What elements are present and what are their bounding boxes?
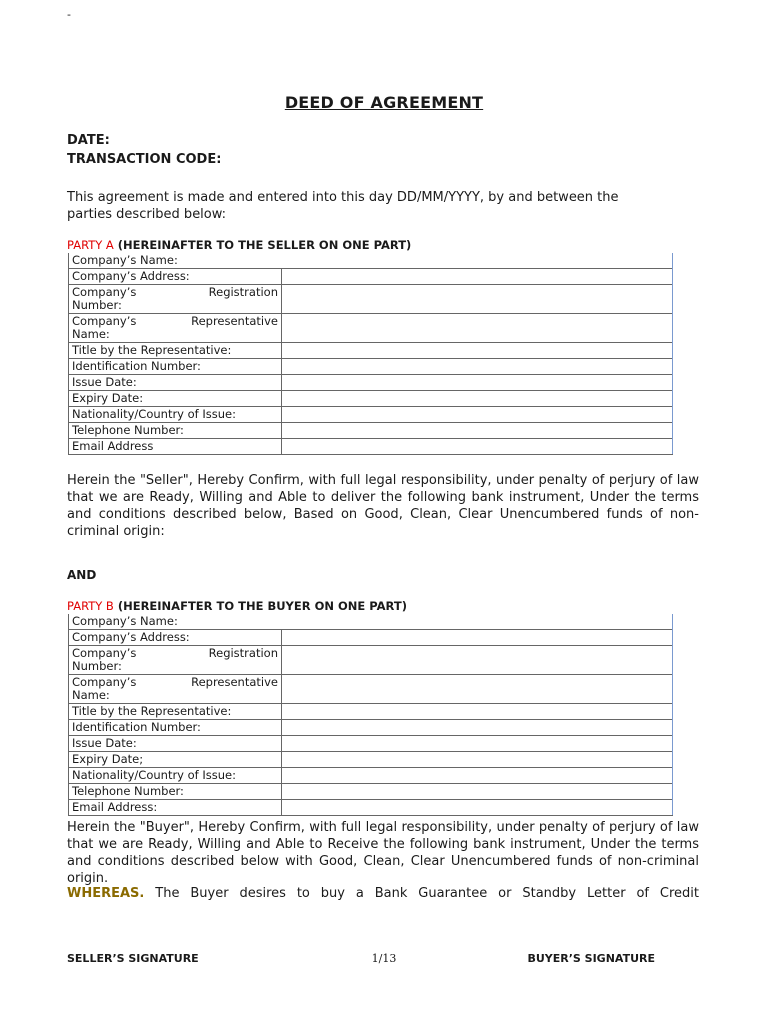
party-a-registration-label-2: Registration — [208, 285, 278, 299]
page-number: 1/13 — [371, 952, 397, 965]
party-a-expiry-label: Expiry Date: — [69, 391, 282, 407]
and-label: AND — [67, 568, 97, 582]
party-b-email-value[interactable] — [282, 800, 673, 816]
party-b-heading-text: (HEREINAFTER TO THE BUYER ON ONE PART) — [113, 599, 407, 613]
party-b-nationality-value[interactable] — [282, 768, 673, 784]
party-b-registration-label-2: Registration — [208, 646, 278, 660]
party-b-expiry-value[interactable] — [282, 752, 673, 768]
intro-paragraph: This agreement is made and entered into this day DD/MM/YYYY, by and between the parties described below: — [67, 190, 619, 222]
party-a-phone-value[interactable] — [282, 423, 673, 439]
party-b-registration-value[interactable] — [282, 646, 673, 675]
party-b-expiry-label: Expiry Date; — [69, 752, 282, 768]
party-a-email-label: Email Address — [69, 439, 282, 455]
party-b-registration-label — [69, 646, 282, 675]
party-b-issue-value[interactable] — [282, 736, 673, 752]
party-a-id-label: Identification Number: — [69, 359, 282, 375]
party-a-issue-label: Issue Date: — [69, 375, 282, 391]
party-b-representative-label-2: Representative — [191, 675, 278, 689]
party-b-title-value[interactable] — [282, 704, 673, 720]
party-b-registration-label-3: Number: — [72, 659, 122, 673]
party-b-email-label: Email Address: — [69, 800, 282, 816]
party-b-issue-label: Issue Date: — [69, 736, 282, 752]
buyer-confirmation-paragraph: Herein the "Buyer", Hereby Confirm, with full legal responsibility, under penalty of perjury of law that we are Ready, Willing and Able to Receive the following bank instrument, Under the terms and conditions described below with Good, Clean, Clear Unencumbered funds of non-criminal origin. — [67, 820, 699, 886]
party-a-representative-label-3: Name: — [72, 327, 110, 341]
party-a-registration-label-1: Company’s — [72, 285, 137, 299]
party-a-registration-value[interactable] — [282, 285, 673, 314]
party-a-nationality-label: Nationality/Country of Issue: — [69, 407, 282, 423]
party-a-representative-label-2: Representative — [191, 314, 278, 328]
party-a-name-label: Company’s Name: — [69, 253, 282, 269]
party-a-representative-label-1: Company’s — [72, 314, 137, 328]
party-b-phone-label: Telephone Number: — [69, 784, 282, 800]
party-b-heading — [67, 599, 407, 613]
party-a-title-label: Title by the Representative: — [69, 343, 282, 359]
party-b-registration-label-1: Company’s — [72, 646, 137, 660]
party-a-nationality-value[interactable] — [282, 407, 673, 423]
party-a-email-value[interactable] — [282, 439, 673, 455]
date-label: DATE: — [67, 133, 110, 148]
party-b-id-value[interactable] — [282, 720, 673, 736]
party-b-address-label: Company’s Address: — [69, 630, 282, 646]
party-a-expiry-value[interactable] — [282, 391, 673, 407]
party-b-address-value[interactable] — [282, 630, 673, 646]
party-b-tag: PARTY B — [67, 599, 114, 613]
party-b-representative-value[interactable] — [282, 675, 673, 704]
transaction-code-label: TRANSACTION CODE: — [67, 152, 222, 167]
party-b-title-label: Title by the Representative: — [69, 704, 282, 720]
party-a-address-label: Company’s Address: — [69, 269, 282, 285]
party-a-heading — [67, 238, 411, 252]
party-b-table — [68, 614, 673, 816]
document-title: DEED OF AGREEMENT — [284, 93, 484, 112]
party-b-representative-label-1: Company’s — [72, 675, 137, 689]
party-b-name-label: Company’s Name: — [69, 614, 282, 630]
party-a-representative-label — [69, 314, 282, 343]
party-a-address-value[interactable] — [282, 269, 673, 285]
party-a-registration-label — [69, 285, 282, 314]
party-b-phone-value[interactable] — [282, 784, 673, 800]
party-a-issue-value[interactable] — [282, 375, 673, 391]
party-a-registration-label-3: Number: — [72, 298, 122, 312]
party-b-id-label: Identification Number: — [69, 720, 282, 736]
party-a-table — [68, 253, 673, 455]
party-b-representative-label-3: Name: — [72, 688, 110, 702]
party-a-representative-value[interactable] — [282, 314, 673, 343]
party-b-representative-label — [69, 675, 282, 704]
whereas-text: The Buyer desires to buy a Bank Guarantee or Standby Letter of Credit — [144, 886, 699, 901]
party-a-title-value[interactable] — [282, 343, 673, 359]
party-a-heading-text: (HEREINAFTER TO THE SELLER ON ONE PART) — [113, 238, 412, 252]
whereas-word: WHEREAS. — [67, 886, 145, 901]
whereas-paragraph — [67, 885, 699, 902]
party-b-name-value[interactable] — [282, 614, 673, 630]
party-a-name-value[interactable] — [282, 253, 673, 269]
party-a-tag: PARTY A — [67, 238, 114, 252]
seller-signature-label: SELLER’S SIGNATURE — [67, 952, 199, 965]
header-dash: - — [67, 8, 71, 21]
party-a-id-value[interactable] — [282, 359, 673, 375]
buyer-signature-label: BUYER’S SIGNATURE — [527, 952, 655, 965]
party-b-nationality-label: Nationality/Country of Issue: — [69, 768, 282, 784]
party-a-phone-label: Telephone Number: — [69, 423, 282, 439]
seller-confirmation-paragraph: Herein the "Seller", Hereby Confirm, with full legal responsibility, under penalty of perjury of law that we are Ready, Willing and Able to deliver the following bank instrument, Under the terms and conditions described below, Based on Good, Clean, Clear Unencumbered funds of non-criminal origin: — [67, 473, 699, 539]
